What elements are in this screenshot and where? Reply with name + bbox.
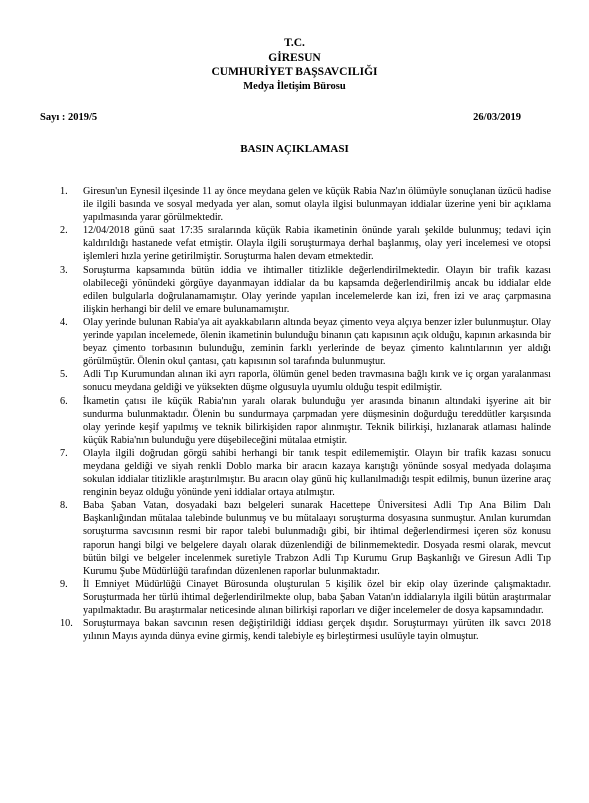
item-number: 6. — [60, 395, 68, 407]
document-title: BASIN AÇIKLAMASI — [240, 143, 349, 155]
item-text: İkametin çatısı ile küçük Rabia'nın yaralı olarak bulunduğu yer arasında binanın altındaki işyerine ait bir sundurma bulunmaktadır. Ölenin bu sundurmaya çarpmadan yere düşmesinin doğurduğu tereddütler karşısında olay yerinde keşif yapılmış ve teknik bilirkişiden rapor alınmıştır. Teknik bilirkişi, hızlanarak atlaması halinde küçük Rabia'nın bulunduğu yere düşebileceğini mütalaa etmiştir. — [83, 395, 551, 446]
list-item — [40, 499, 551, 578]
list-item — [40, 224, 551, 263]
item-text: Soruşturmaya bakan savcının resen değiştirildiği iddiası gerçek dışıdır. Soruşturmayı yürüten ilk savcı 2018 yılının Mayıs ayında dünya evine girmiş, kendi talebiyle eş birleştirmesi usulüyle tayin olmuştur. — [83, 618, 551, 643]
item-text: 12/04/2018 günü saat 17:35 sıralarında küçük Rabia ikametinin önünde yaralı şekilde bulunmuş; tedavi için kaldırıldığı hastanede vefat etmiştir. Olayla ilgili soruşturmaya derhal başlanmış, olay yeri incelemesi ve otopsi işlemleri hızla yerine getirilmiştir. Soruşturma halen devam etmektedir. — [83, 225, 551, 263]
header-bureau: Medya İletişim Bürosu — [243, 80, 346, 92]
item-number: 3. — [60, 264, 68, 276]
item-text: Giresun'un Eynesil ilçesinde 11 ay önce meydana gelen ve küçük Rabia Naz'ın ölümüyle sonuçlanan üzücü hadise ile ilgili basında ve sosyal medyada yer alan, somut olayla ilgisi bulunmayan iddialar üzerine yeni bir açıklama yapılmasında yarar görülmektedir. — [83, 186, 551, 224]
item-number: 7. — [60, 447, 68, 459]
list-item — [40, 395, 551, 447]
list-item — [40, 617, 551, 643]
list-item — [40, 185, 551, 224]
item-text: Olayla ilgili doğrudan görgü sahibi herhangi bir tanık tespit edilememiştir. Olayın bir trafik kazası sonucu meydana geldiği ve siyah renkli Doblo marka bir aracın kazaya karıştığı yönünde sosyal medyada dolaşıma sokulan iddialar titizlikle araştırılmıştır. Bu aracın olay günü hiç kullanılmadığı tespit edilmiş, bunun üzerine araç renginin beyaz olduğu yönünde yeni iddialar ortaya atılmıştır. — [83, 447, 551, 499]
list-item — [40, 316, 551, 368]
header-city: GİRESUN — [268, 51, 321, 64]
item-number: 1. — [60, 186, 68, 197]
document-header — [0, 36, 589, 94]
item-number: 4. — [60, 316, 68, 328]
header-office: CUMHURİYET BAŞSAVCILIĞI — [211, 66, 378, 78]
item-number: 2. — [60, 225, 68, 237]
item-text: İl Emniyet Müdürlüğü Cinayet Bürosunda oluşturulan 5 kişilik özel bir ekip olay üzerinde çalışmaktadır. Soruşturmada her türlü ihtimal değerlendirilmekte olup, baba Şaban Vatan'ın iddialarıyla ilgili bütün araştırmalar yapılmaktadır. Bu araştırmalar neticesinde alınan bilirkişi raporları ve diğer incelemeler de dosya kapsamındadır. — [83, 578, 551, 616]
item-number: 10. — [60, 618, 73, 630]
item-text: Adli Tıp Kurumundan alınan iki ayrı raporla, ölümün genel beden travmasına bağlı kırık ve iç organ yaralanması sonucu meydana geldiği ve yüksekten düşme olgusuyla uyumlu olduğu tespit edilmiştir. — [83, 369, 551, 394]
item-text: Soruşturma kapsamında bütün iddia ve ihtimaller titizlikle değerlendirilmektedir. Olayın bir trafik kazası olabileceği yönündeki görgüye dayanmayan iddialar da bu kapsamda değerlendirilmiş ancak bu iddialar elde edilen bulgularla doğrulanamamıştır. Olay yerinde yapılan incelemelerde kan izi, fren izi ve araç çarpmasına ilişkin herhangi bir delil ve emare bulunamamıştır. — [83, 264, 551, 315]
item-text: Olay yerinde bulunan Rabia'ya ait ayakkabıların altında beyaz çimento veya alçıya benzer izler bulunmuştur. Olay yerinde yapılan incelemede, ölenin ikametinin bulunduğu binanın çatı kapısının açık olduğu, kapının arkasında bir beyaz çimento torbasının bulunduğu, zeminin farklı yerlerinde de beyaz çimento kalıntılarının yer aldığı görülmüştür. Ölenin okul çantası, çatı kapısının sol tarafında bulunmuştur. — [83, 316, 551, 368]
list-item — [40, 578, 551, 617]
document-meta — [40, 112, 521, 126]
item-number: 5. — [60, 369, 68, 381]
document-number: Sayı : 2019/5 — [40, 112, 98, 123]
item-number: 9. — [60, 578, 68, 590]
statement-list — [40, 185, 551, 643]
item-number: 8. — [60, 500, 68, 512]
list-item — [40, 264, 551, 316]
document-date: 26/03/2019 — [473, 112, 521, 123]
item-text: Baba Şaban Vatan, dosyadaki bazı belgeleri sunarak Hacettepe Üniversitesi Adli Tıp Ana Bilim Dalı Başkanlığından mütalaa talebinde bulunmuş ve bu mütalaayı soruşturma dosyasına sunmuştur. Anılan kurumdan soruşturma savcısının resmi bir rapor talebi bulunmadığı gibi, bir ihtimal değerlendirmesi içeren söz konusu raporun hangi bilgi ve belgelere dayalı olarak düzenlendiği de bilinmemektedir. Dosyada resmi olarak, mevcut bütün bilgi ve belgeler incelenmek suretiyle Trabzon Adli Tıp Kurumu Grup Başkanlığı ve Giresun Adli Tıp Kurumu Şube Müdürlüğü tarafından düzenlenen raporlar bulunmaktadır. — [83, 500, 551, 577]
list-item — [40, 447, 551, 499]
list-item — [40, 368, 551, 394]
header-country: T.C. — [284, 37, 305, 49]
